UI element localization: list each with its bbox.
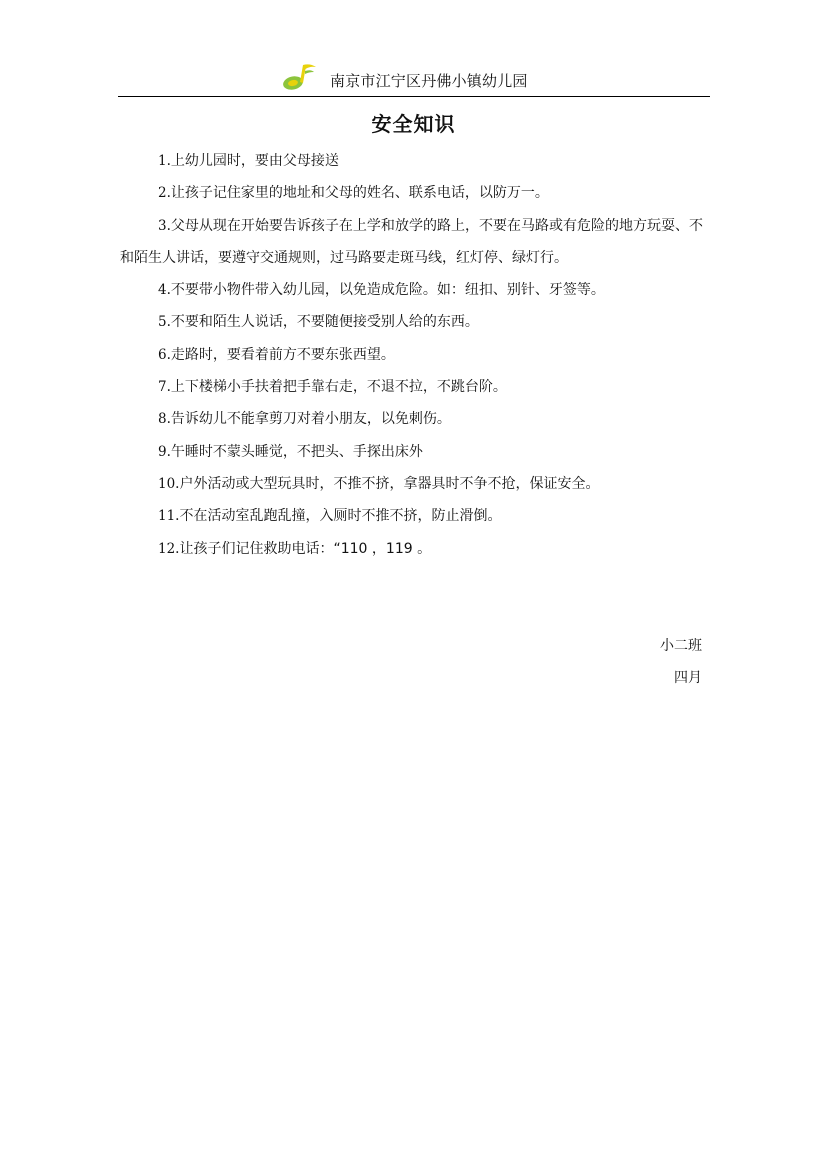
item-text: 上幼儿园时，要由父母接送 [170, 153, 339, 169]
item-number: 8. [158, 411, 171, 428]
item-text: 午睡时不蒙头睡觉，不把头、手探出床外 [170, 443, 423, 460]
list-item [120, 306, 703, 338]
item-text: 上下楼梯小手扶着把手靠右走，不退不拉，不跳台阶。 [170, 379, 507, 396]
safety-list [120, 145, 703, 565]
list-item [120, 403, 703, 435]
list-item [120, 339, 703, 371]
document-title: 安全知识 [371, 112, 456, 136]
school-name: 南京市江宁区丹佛小镇幼儿园 [330, 72, 528, 90]
month-label: 四月 [674, 670, 702, 686]
item-text: 让孩子们记住救助电话：“110 ，119 。 [179, 540, 432, 557]
item-number: 9. [158, 443, 171, 460]
item-number: 10. [158, 475, 180, 492]
item-number: 5. [158, 314, 171, 331]
item-text: 告诉幼儿不能拿剪刀对着小朋友，以免刺伤。 [170, 411, 451, 428]
item-number: 4. [158, 282, 171, 299]
music-note-logo-icon [281, 61, 317, 91]
item-text: 让孩子记住家里的地址和父母的姓名、联系电话，以防万一。 [170, 185, 549, 202]
item-number: 7. [158, 379, 171, 396]
list-item [120, 210, 703, 275]
item-text: 户外活动或大型玩具时，不推不挤，拿器具时不争不抢，保证安全。 [179, 475, 600, 492]
list-item [120, 177, 703, 209]
class-name: 小二班 [660, 638, 702, 654]
item-number: 1. [158, 153, 171, 169]
page-header [118, 58, 710, 97]
list-item [120, 500, 703, 532]
item-number: 6. [158, 346, 171, 363]
item-text: 不要和陌生人说话，不要随便接受别人给的东西。 [170, 314, 479, 331]
item-number: 11. [158, 508, 180, 525]
item-text: 不在活动室乱跑乱撞，入厕时不推不挤，防止滑倒。 [179, 508, 502, 525]
list-item [120, 468, 703, 500]
item-text: 不要带小物件带入幼儿园，以免造成危险。如：纽扣、别针、牙签等。 [170, 282, 605, 299]
list-item [120, 274, 703, 306]
list-item [120, 436, 703, 468]
list-item [120, 371, 703, 403]
item-text: 走路时，要看着前方不要东张西望。 [170, 346, 395, 363]
item-text: 父母从现在开始要告诉孩子在上学和放学的路上，不要在马路或有危险的地方玩耍、不和陌生人讲话，要遵守交通规则，过马路要走斑马线，红灯停、绿灯行。 [120, 217, 703, 266]
item-number: 12. [158, 540, 180, 557]
item-number: 3. [158, 217, 171, 234]
list-item [120, 145, 703, 177]
item-number: 2. [158, 185, 171, 202]
list-item [120, 533, 703, 565]
